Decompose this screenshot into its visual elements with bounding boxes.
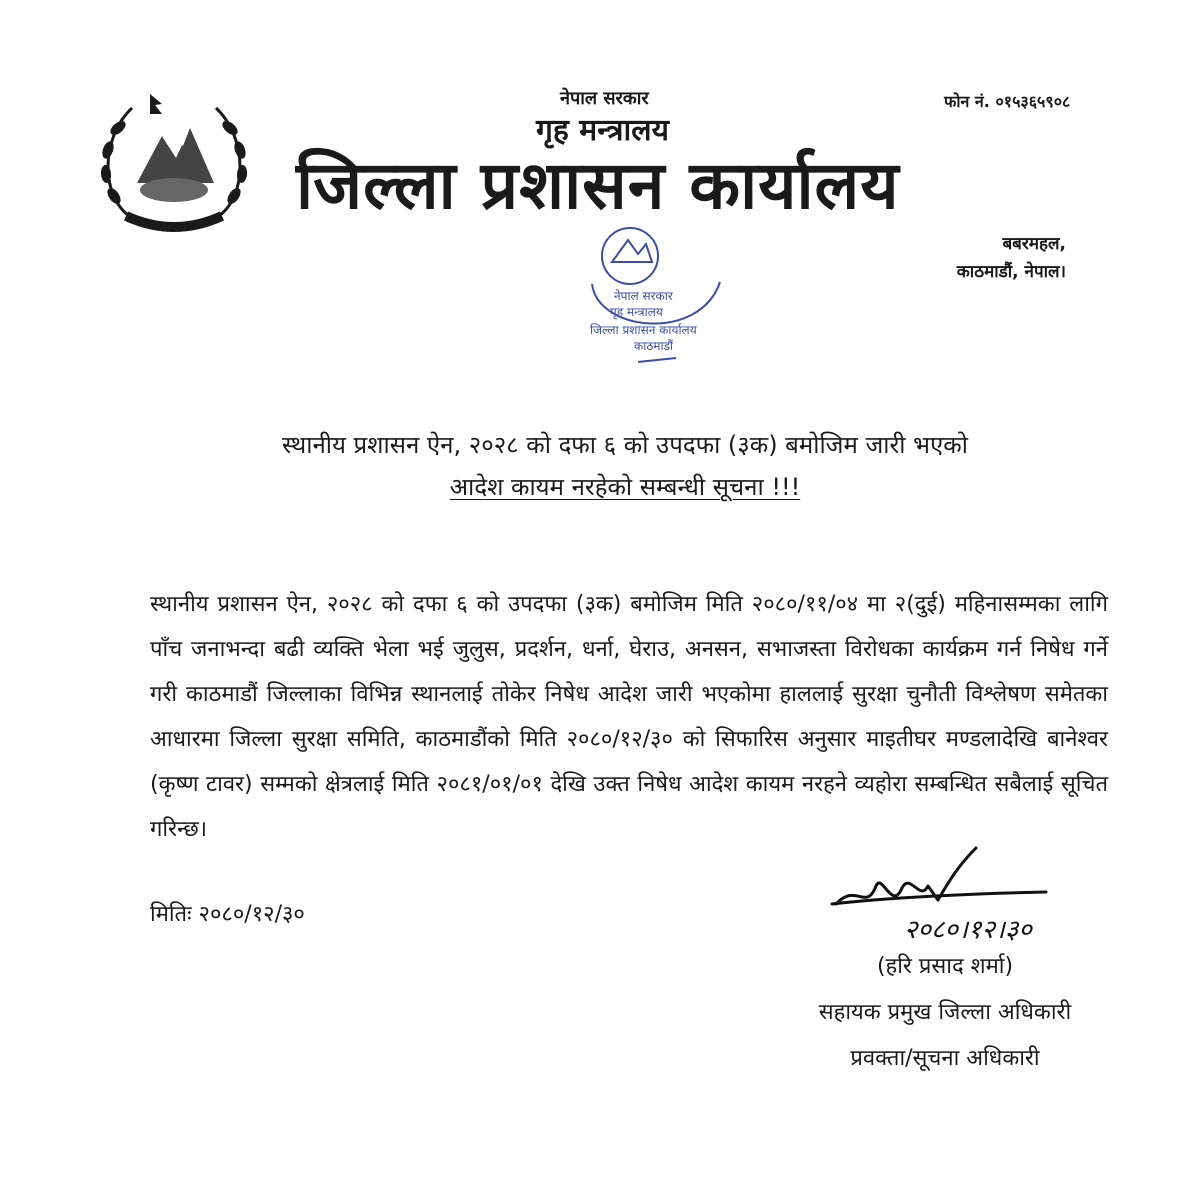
signer-role: प्रवक्ता/सूचना अधिकारी [850, 1046, 1040, 1071]
office-address [916, 230, 1066, 286]
address-line-1: बबरमहल, [1002, 234, 1066, 254]
notice-heading-line-1: स्थानीय प्रशासन ऐन, २०२८ को दफा ६ को उपदफा (३क) बमोजिम जारी भएको [282, 431, 968, 459]
signer-name: (हरि प्रसाद शर्मा) [876, 954, 1014, 979]
government-label: नेपाल सरकार [560, 88, 649, 109]
handwritten-signature [826, 842, 1116, 942]
stamp-line-3: जिल्ला प्रशासन कार्यालय [590, 323, 697, 337]
stamp-line-1: नेपाल सरकार [614, 289, 673, 303]
stamp-line-4: काठमाडौं [634, 339, 674, 353]
signer-block [780, 944, 1110, 1082]
nepal-government-emblem [92, 88, 256, 236]
office-stamp [580, 222, 730, 374]
office-title: जिल्ला प्रशासन कार्यालय [296, 147, 900, 224]
stamp-line-2: गृह मन्त्रालय [610, 305, 663, 319]
signature-date: २०८०।१२।३० [904, 915, 1032, 942]
notice-subject: आदेश कायम नरहेको सम्बन्धी सूचना !!! [449, 473, 801, 501]
notice-body: स्थानीय प्रशासन ऐन, २०२८ को दफा ६ को उपदफा (३क) बमोजिम मिति २०८०/११/०४ मा २(दुई) महिनासम्मका लागि पाँच जनाभन्दा बढी व्यक्ति भेला भई जुलुस, प्रदर्शन, धर्ना, घेराउ, अनसन, सभाजस्ता विरोधका कार्यक्रम गर्न निषेध गर्ने गरी काठमाडौं जिल्लाका विभिन्न स्थानलाई तोकेर निषेध आदेश जारी भएकोमा हाललाई सुरक्षा चुनौती विश्लेषण समेतका आधारमा जिल्ला सुरक्षा समिति, काठमाडौंको मिति २०८०/१२/३० को सिफारिस अनुसार माइतीघर मण्डलादेखि बानेश्वर (कृष्ण टावर) सम्मको क्षेत्रलाई मिति २०८१/०१/०१ देखि उक्त निषेध आदेश कायम नरहने व्यहोरा सम्बन्धित सबैलाई सूचित गरिन्छ। [150, 592, 1108, 842]
ministry-label: गृह मन्त्रालय [536, 113, 670, 148]
signer-title: सहायक प्रमुख जिल्ला अधिकारी [818, 1000, 1072, 1025]
phone-number: फोन नं. ०१५३६५९०८ [944, 92, 1071, 111]
notice-date: मितिः २०८०/१२/३० [150, 902, 305, 927]
address-line-2: काठमाडौं, नेपाल। [956, 262, 1066, 282]
notice-heading [150, 424, 1100, 508]
